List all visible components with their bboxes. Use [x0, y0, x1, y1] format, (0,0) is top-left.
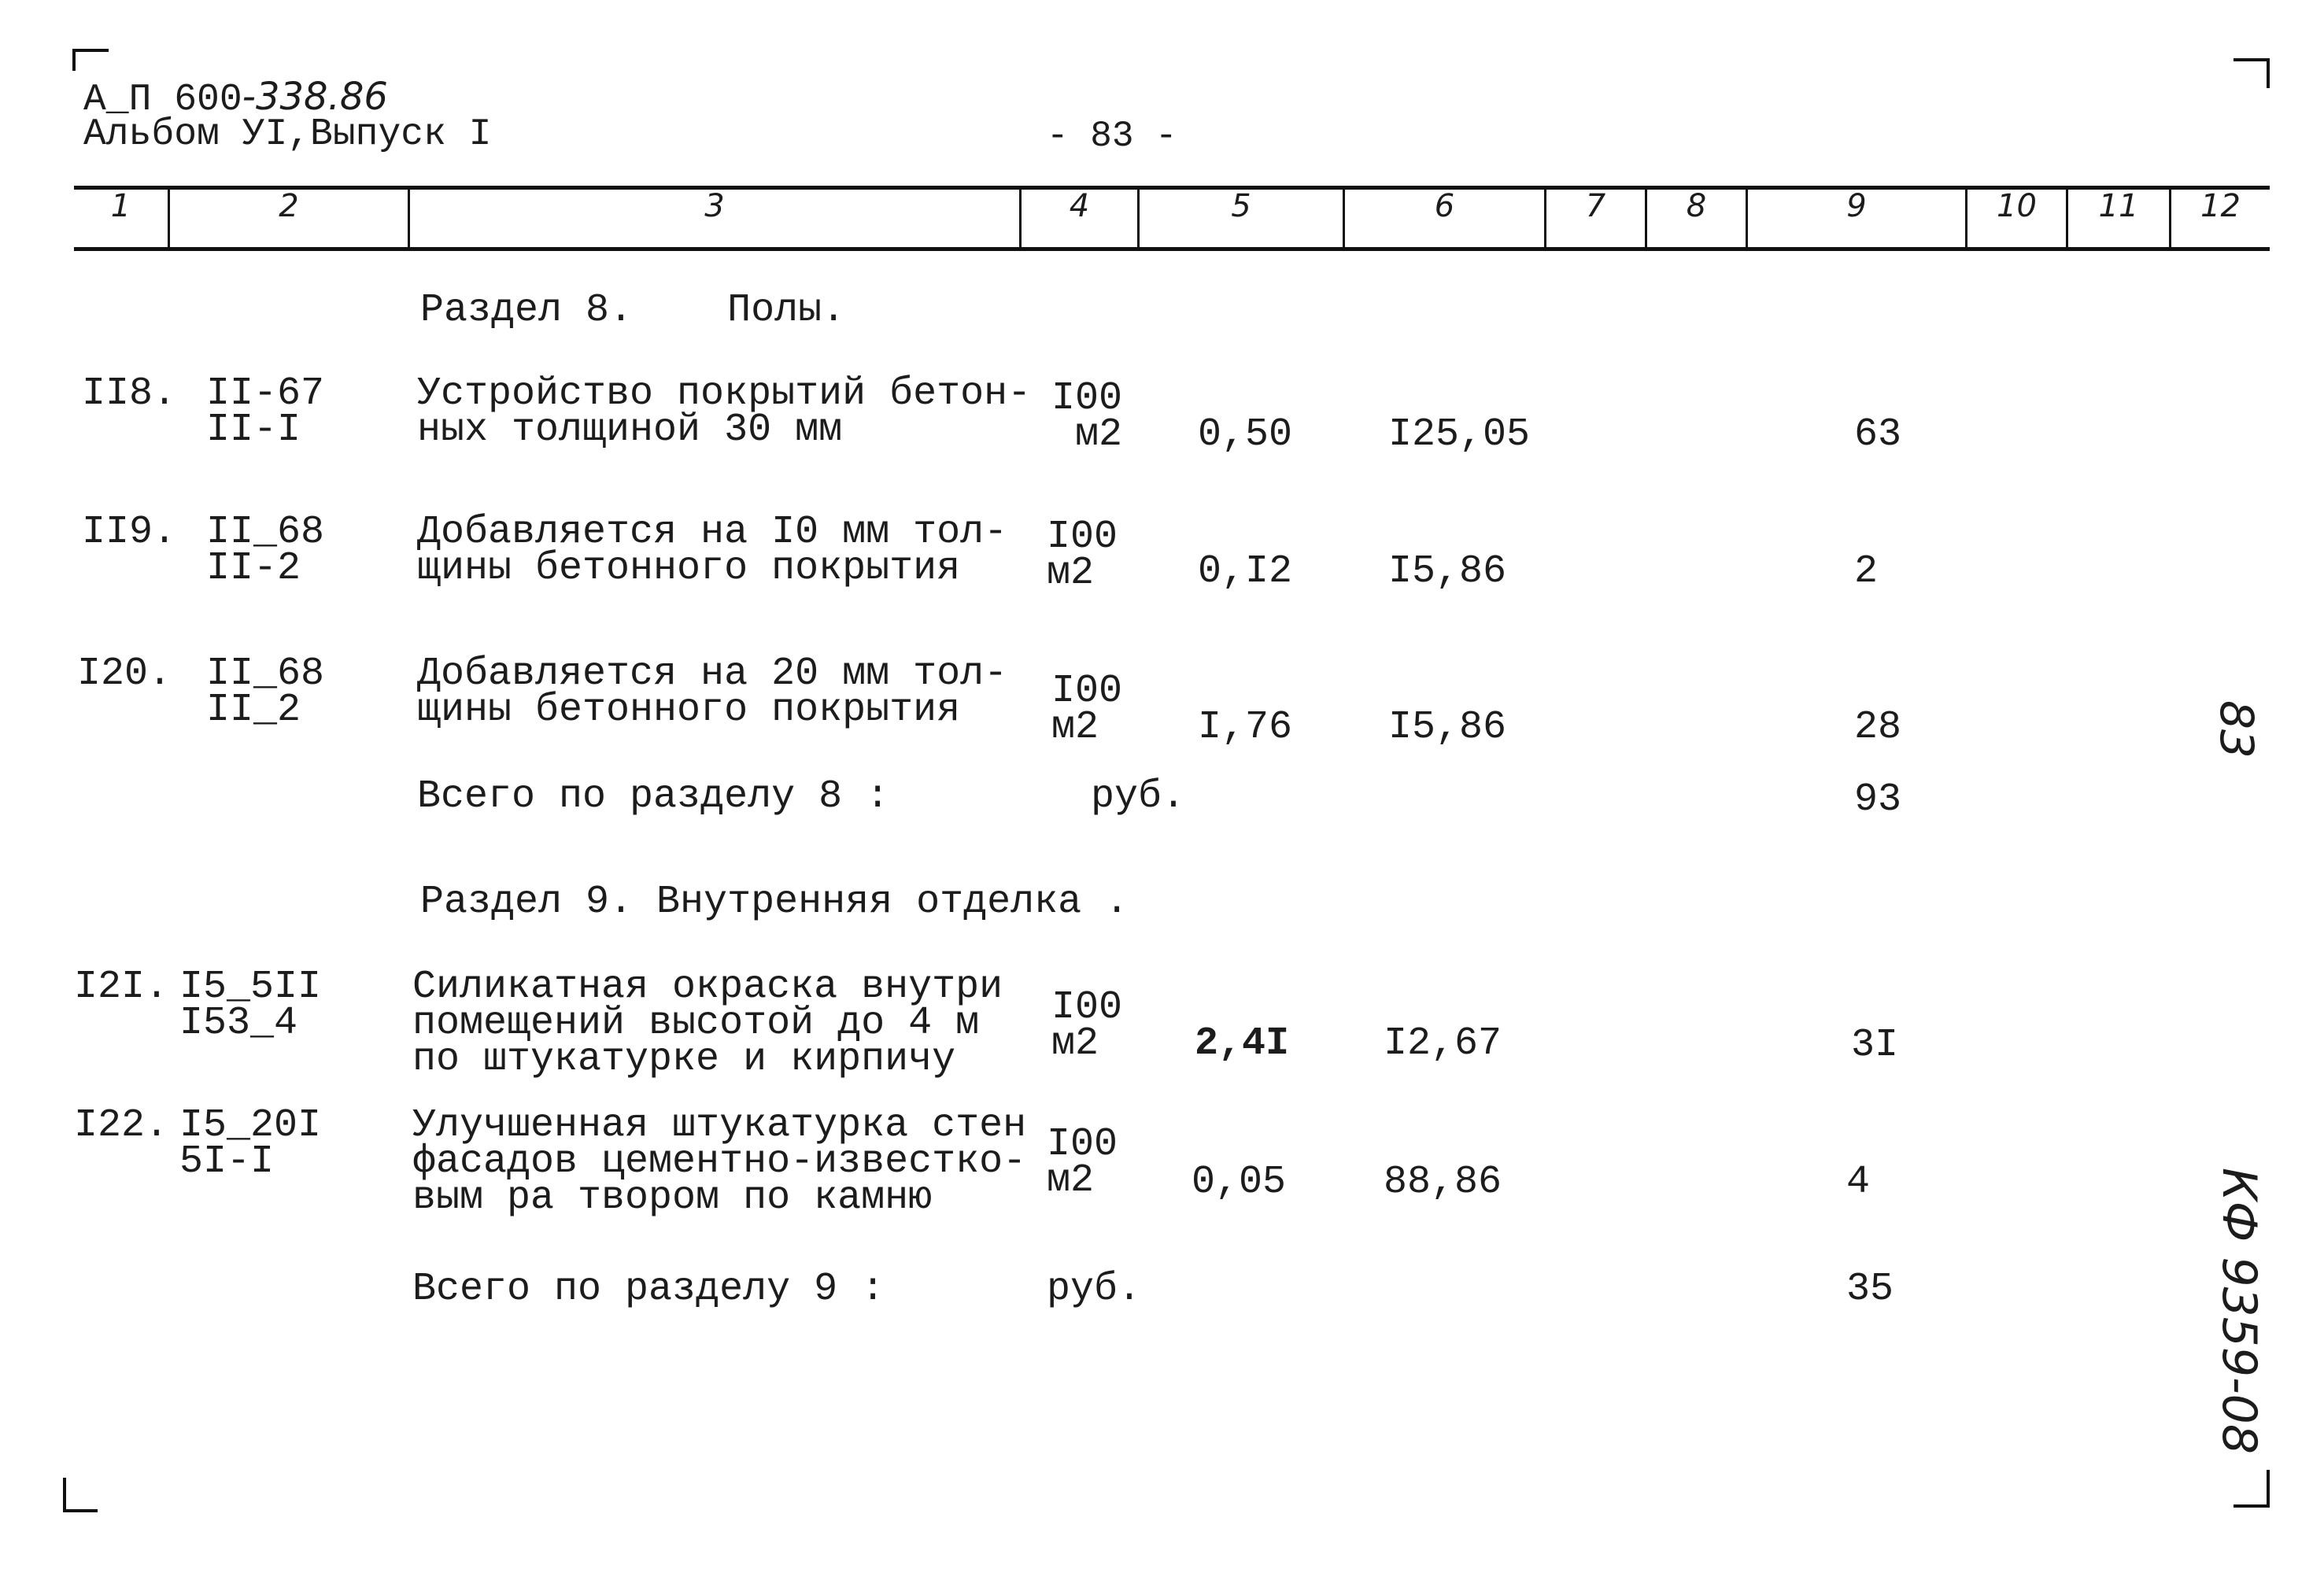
quantity: 0,I2 — [1198, 549, 1293, 594]
row-number: I22. — [74, 1103, 169, 1148]
unit-price: I5,86 — [1388, 705, 1507, 750]
unit-of-measure: I00 м2 — [1047, 1122, 1118, 1203]
margin-page-mark: 83 — [2210, 700, 2263, 759]
corner-mark-bottom-right — [2233, 1470, 2270, 1508]
row-number: I20. — [77, 652, 172, 696]
unit-of-measure: I00 м2 — [1051, 985, 1123, 1066]
section-total-label: Всего по разделу 9 : — [412, 1267, 885, 1312]
column-number: 3 — [704, 188, 725, 224]
work-description: Добавляется на I0 мм тол- щины бетонного покрытия — [417, 510, 1008, 591]
row-number: II9. — [82, 510, 177, 555]
document-code — [83, 75, 388, 121]
total-cost: 28 — [1854, 705, 1902, 750]
row-number: II8. — [82, 371, 177, 416]
quantity: 2,4I — [1195, 1021, 1290, 1066]
unit-price: I2,67 — [1384, 1021, 1502, 1066]
column-number: 2 — [279, 188, 299, 224]
unit-price: I5,86 — [1388, 549, 1507, 594]
table-header-bottom-rule — [74, 247, 2270, 251]
column-number: 6 — [1434, 188, 1455, 224]
total-cost: 2 — [1854, 549, 1879, 594]
column-number: 12 — [2200, 188, 2241, 224]
album-issue: Альбом УI,Выпуск I — [83, 113, 492, 156]
unit-of-measure: I00 м2 — [1051, 669, 1123, 750]
quantity: 0,50 — [1198, 412, 1293, 457]
column-number: 5 — [1231, 188, 1251, 224]
column-number: 11 — [2098, 188, 2139, 224]
total-cost: 4 — [1846, 1160, 1871, 1205]
column-number: 8 — [1686, 188, 1707, 224]
column-number: 4 — [1069, 188, 1090, 224]
section-total-value: 93 — [1854, 777, 1902, 822]
corner-mark-top-right — [2233, 58, 2270, 88]
quantity: I,76 — [1198, 705, 1293, 750]
norm-code: II_68 II_2 — [206, 652, 325, 733]
norm-code: II_68 II-2 — [206, 510, 325, 591]
unit-of-measure: I00 м2 — [1047, 515, 1118, 596]
column-number: 1 — [110, 188, 131, 224]
section-total-unit: руб. — [1091, 774, 1186, 819]
work-description: Устройство покрытий бетон- ных толщиной 30 мм — [417, 371, 1032, 452]
norm-code: I5_5II I53_4 — [179, 965, 322, 1046]
quantity: 0,05 — [1192, 1160, 1287, 1205]
section-total-value: 35 — [1846, 1267, 1894, 1312]
corner-mark-bottom-left — [63, 1478, 98, 1512]
section-total-label: Всего по разделу 8 : — [417, 774, 890, 819]
work-description: Силикатная окраска внутри помещений высотой до 4 м по штукатурке и кирпичу — [412, 965, 1003, 1082]
column-number: 9 — [1846, 188, 1867, 224]
document-code-handwritten: -338.86 — [242, 75, 388, 119]
column-number: 10 — [1997, 188, 2037, 224]
work-description: Добавляется на 20 мм тол- щины бетонного покрытия — [417, 652, 1008, 733]
unit-of-measure: I00 м2 — [1051, 376, 1123, 457]
unit-price: 88,86 — [1384, 1160, 1502, 1205]
section-total-unit: руб. — [1047, 1267, 1142, 1312]
column-number: 7 — [1585, 188, 1606, 224]
corner-mark-top-left — [72, 49, 109, 71]
norm-code: I5_20I 5I-I — [179, 1103, 322, 1184]
document-code-prefix: А_П 600 — [83, 79, 242, 121]
row-number: I2I. — [74, 965, 169, 1010]
unit-price: I25,05 — [1388, 412, 1531, 457]
work-description: Улучшенная штукатурка стен фасадов цементно-известко- вым ра твором по камню — [412, 1103, 1027, 1220]
page-number: - 83 - — [1047, 116, 1177, 157]
archive-code: КФ 9359-08 — [2211, 1168, 2267, 1455]
total-cost: 3I — [1851, 1023, 1899, 1068]
norm-code: II-67 II-I — [206, 371, 325, 452]
section-title: Раздел 9. Внутренняя отделка . — [420, 880, 1129, 925]
section-title: Раздел 8. Полы. — [420, 288, 846, 333]
total-cost: 63 — [1854, 412, 1902, 457]
